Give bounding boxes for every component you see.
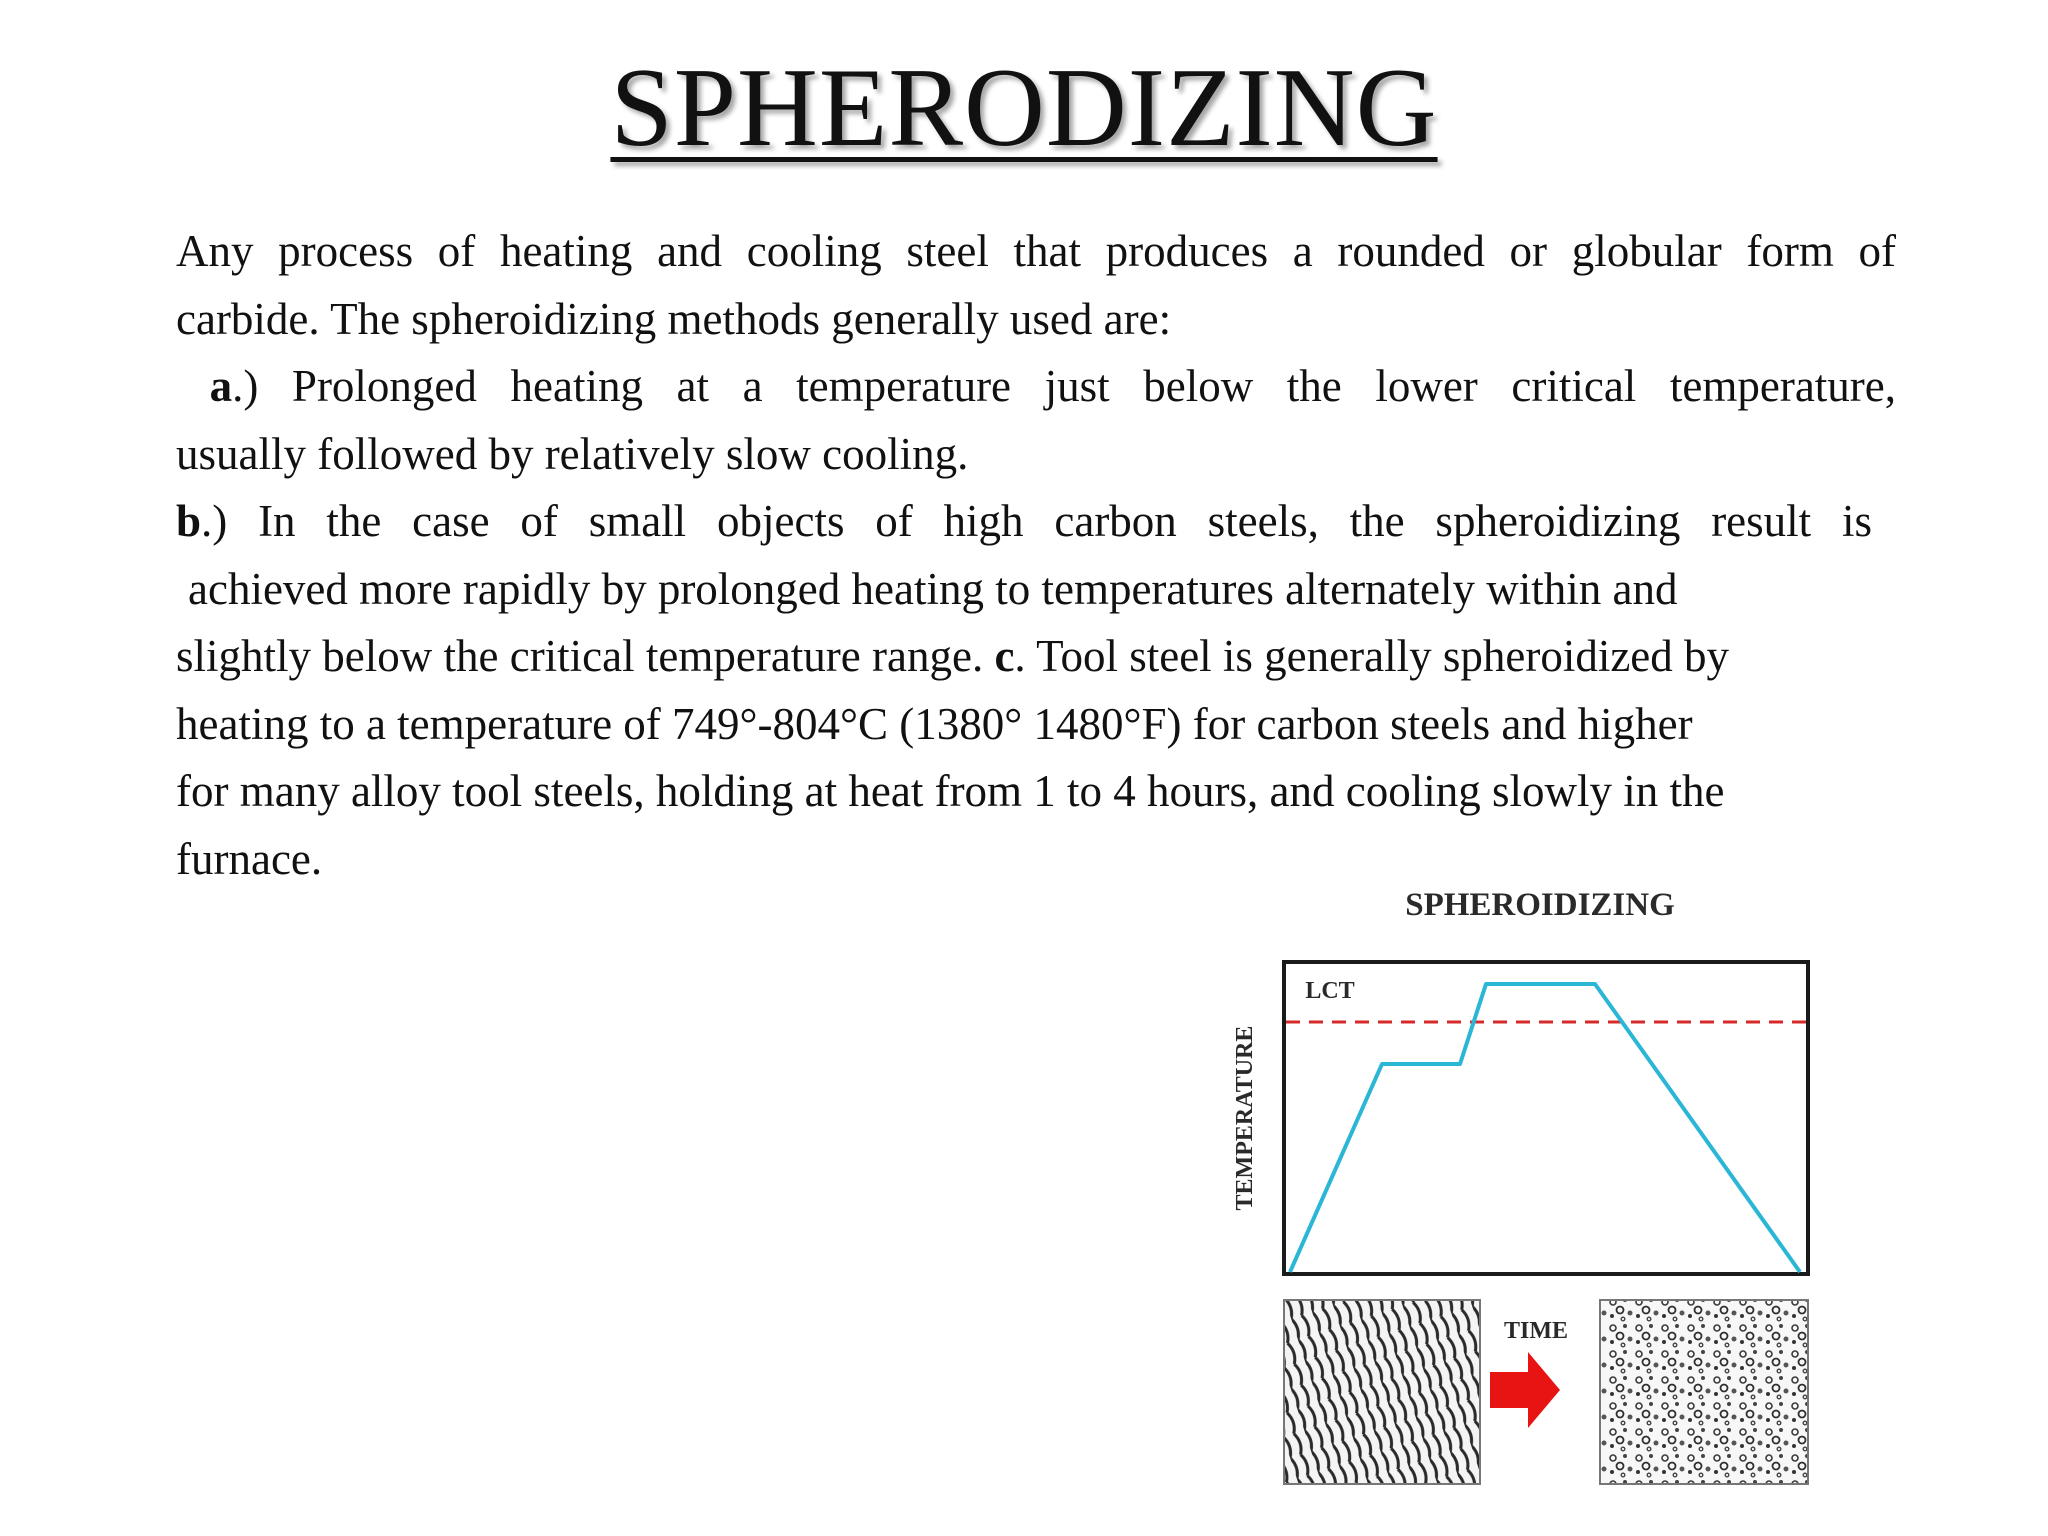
lct-label: LCT (1305, 978, 1355, 1004)
item-b-line-3 (176, 623, 1896, 691)
item-c-text: . Tool steel is generally spheroidized by (1014, 631, 1730, 681)
spheroidite-image (1600, 1300, 1808, 1484)
slide-title-text: SPHERODIZING (610, 46, 1438, 170)
spheroidizing-diagram (1218, 880, 1838, 1500)
item-b-line-2: achieved more rapidly by prolonged heating to temperatures alternately within and (188, 563, 1678, 614)
item-b-line-1 (176, 488, 1872, 556)
item-c-line-3: for many alloy tool steels, holding at heat from 1 to 4 hours, and cooling slowly in the (176, 766, 1725, 816)
y-axis-label: TEMPERATURE (1232, 1025, 1258, 1211)
figure-title: SPHEROIDIZING (1405, 887, 1675, 923)
item-a-line-1 (176, 353, 1896, 421)
item-a-marker: a (209, 361, 233, 411)
item-b-text: .) In the case of small objects of high carbon steels, the spheroidizing result is (201, 496, 1872, 546)
item-b-marker: b (176, 496, 202, 546)
slide-title (0, 48, 2048, 168)
intro-line-2: carbide. The spheroidizing methods generally used are: (176, 293, 1172, 344)
item-a-line-2: usually followed by relatively slow cooling. (176, 428, 969, 479)
right-arrow-icon (1490, 1352, 1560, 1428)
lamellar-pearlite-image (1284, 1300, 1480, 1484)
item-c-line-4: furnace. (176, 833, 323, 884)
item-c-line-2: heating to a temperature of 749°-804°C (1380° 1480°F) for carbon steels and higher (176, 698, 1693, 749)
chart-frame (1284, 962, 1808, 1274)
item-a-text: .) Prolonged heating at a temperature just below the lower critical temperature, (232, 361, 1897, 411)
body-text (176, 218, 1896, 893)
intro-line-1: Any process of heating and cooling steel that produces a rounded or globular form of (176, 226, 1896, 276)
spheroidizing-figure (1218, 880, 1838, 1500)
item-c-marker: c (994, 631, 1015, 681)
item-b-line-3-text: slightly below the critical temperature range. (176, 631, 995, 681)
time-label: TIME (1503, 1318, 1569, 1344)
